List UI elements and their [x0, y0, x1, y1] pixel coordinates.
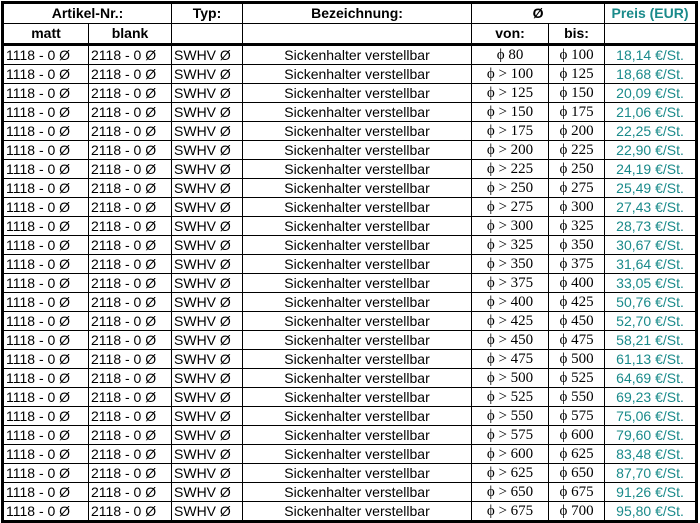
header-von: von: — [472, 24, 549, 45]
cell-bezeichnung: Sickenhalter verstellbar — [243, 388, 472, 407]
cell-matt: 1118 - 0 Ø — [3, 312, 89, 331]
cell-typ: SWHV Ø — [172, 217, 243, 236]
header-matt: matt — [3, 24, 89, 45]
cell-bezeichnung: Sickenhalter verstellbar — [243, 65, 472, 84]
cell-bezeichnung: Sickenhalter verstellbar — [243, 293, 472, 312]
cell-matt: 1118 - 0 Ø — [3, 445, 89, 464]
cell-preis: 50,76 €/St. — [605, 293, 697, 312]
cell-typ: SWHV Ø — [172, 426, 243, 445]
cell-bis: ϕ 325 — [549, 217, 605, 236]
cell-matt: 1118 - 0 Ø — [3, 331, 89, 350]
table-row — [3, 407, 697, 426]
cell-blank: 2118 - 0 Ø — [89, 65, 172, 84]
cell-blank: 2118 - 0 Ø — [89, 274, 172, 293]
cell-von: ϕ 80 — [472, 45, 549, 65]
cell-bezeichnung: Sickenhalter verstellbar — [243, 255, 472, 274]
cell-matt: 1118 - 0 Ø — [3, 388, 89, 407]
table-row — [3, 217, 697, 236]
table-row — [3, 388, 697, 407]
cell-preis: 31,64 €/St. — [605, 255, 697, 274]
header-typ: Typ: — [172, 3, 243, 24]
cell-typ: SWHV Ø — [172, 350, 243, 369]
table-row — [3, 312, 697, 331]
table-row — [3, 464, 697, 483]
cell-bis: ϕ 675 — [549, 483, 605, 502]
cell-matt: 1118 - 0 Ø — [3, 103, 89, 122]
cell-blank: 2118 - 0 Ø — [89, 179, 172, 198]
cell-preis: 75,06 €/St. — [605, 407, 697, 426]
cell-matt: 1118 - 0 Ø — [3, 122, 89, 141]
cell-bezeichnung: Sickenhalter verstellbar — [243, 122, 472, 141]
cell-von: ϕ > 325 — [472, 236, 549, 255]
cell-matt: 1118 - 0 Ø — [3, 483, 89, 502]
cell-preis: 69,23 €/St. — [605, 388, 697, 407]
table-row — [3, 293, 697, 312]
cell-matt: 1118 - 0 Ø — [3, 255, 89, 274]
cell-von: ϕ > 475 — [472, 350, 549, 369]
cell-bezeichnung: Sickenhalter verstellbar — [243, 217, 472, 236]
cell-bis: ϕ 125 — [549, 65, 605, 84]
cell-bezeichnung: Sickenhalter verstellbar — [243, 274, 472, 293]
cell-blank: 2118 - 0 Ø — [89, 407, 172, 426]
cell-matt: 1118 - 0 Ø — [3, 160, 89, 179]
cell-preis: 64,69 €/St. — [605, 369, 697, 388]
header-artikel: Artikel-Nr.: — [3, 3, 172, 24]
cell-preis: 22,25 €/St. — [605, 122, 697, 141]
cell-bezeichnung: Sickenhalter verstellbar — [243, 464, 472, 483]
cell-von: ϕ > 525 — [472, 388, 549, 407]
cell-von: ϕ > 125 — [472, 84, 549, 103]
cell-von: ϕ > 350 — [472, 255, 549, 274]
table-row — [3, 236, 697, 255]
cell-preis: 25,49 €/St. — [605, 179, 697, 198]
cell-matt: 1118 - 0 Ø — [3, 369, 89, 388]
cell-matt: 1118 - 0 Ø — [3, 293, 89, 312]
cell-bis: ϕ 275 — [549, 179, 605, 198]
table-row — [3, 160, 697, 179]
cell-preis: 18,68 €/St. — [605, 65, 697, 84]
cell-matt: 1118 - 0 Ø — [3, 407, 89, 426]
cell-preis: 91,26 €/St. — [605, 483, 697, 502]
table-row — [3, 331, 697, 350]
cell-von: ϕ > 300 — [472, 217, 549, 236]
cell-bis: ϕ 175 — [549, 103, 605, 122]
cell-preis: 20,09 €/St. — [605, 84, 697, 103]
cell-blank: 2118 - 0 Ø — [89, 198, 172, 217]
cell-von: ϕ > 175 — [472, 122, 549, 141]
cell-von: ϕ > 500 — [472, 369, 549, 388]
cell-preis: 52,70 €/St. — [605, 312, 697, 331]
cell-blank: 2118 - 0 Ø — [89, 388, 172, 407]
table-row — [3, 274, 697, 293]
cell-typ: SWHV Ø — [172, 45, 243, 65]
cell-matt: 1118 - 0 Ø — [3, 502, 89, 522]
table-row — [3, 255, 697, 274]
cell-typ: SWHV Ø — [172, 141, 243, 160]
cell-preis: 27,43 €/St. — [605, 198, 697, 217]
header-bezeichnung: Bezeichnung: — [243, 3, 472, 24]
table-row — [3, 350, 697, 369]
cell-bezeichnung: Sickenhalter verstellbar — [243, 407, 472, 426]
cell-blank: 2118 - 0 Ø — [89, 445, 172, 464]
cell-typ: SWHV Ø — [172, 312, 243, 331]
table-row — [3, 45, 697, 65]
cell-preis: 83,48 €/St. — [605, 445, 697, 464]
cell-bis: ϕ 600 — [549, 426, 605, 445]
cell-bezeichnung: Sickenhalter verstellbar — [243, 312, 472, 331]
cell-bezeichnung: Sickenhalter verstellbar — [243, 426, 472, 445]
cell-blank: 2118 - 0 Ø — [89, 236, 172, 255]
cell-von: ϕ > 275 — [472, 198, 549, 217]
cell-blank: 2118 - 0 Ø — [89, 141, 172, 160]
cell-bis: ϕ 500 — [549, 350, 605, 369]
cell-matt: 1118 - 0 Ø — [3, 464, 89, 483]
cell-bis: ϕ 700 — [549, 502, 605, 522]
table-row — [3, 179, 697, 198]
cell-typ: SWHV Ø — [172, 464, 243, 483]
cell-blank: 2118 - 0 Ø — [89, 350, 172, 369]
header-durchmesser: Ø — [472, 3, 605, 24]
cell-typ: SWHV Ø — [172, 331, 243, 350]
table-row — [3, 369, 697, 388]
cell-blank: 2118 - 0 Ø — [89, 312, 172, 331]
cell-von: ϕ > 150 — [472, 103, 549, 122]
cell-blank: 2118 - 0 Ø — [89, 217, 172, 236]
cell-blank: 2118 - 0 Ø — [89, 45, 172, 65]
cell-preis: 79,60 €/St. — [605, 426, 697, 445]
cell-von: ϕ > 100 — [472, 65, 549, 84]
cell-von: ϕ > 550 — [472, 407, 549, 426]
header-empty — [172, 24, 243, 45]
cell-bis: ϕ 150 — [549, 84, 605, 103]
cell-typ: SWHV Ø — [172, 483, 243, 502]
cell-von: ϕ > 400 — [472, 293, 549, 312]
cell-von: ϕ > 225 — [472, 160, 549, 179]
cell-bezeichnung: Sickenhalter verstellbar — [243, 45, 472, 65]
cell-matt: 1118 - 0 Ø — [3, 198, 89, 217]
cell-bezeichnung: Sickenhalter verstellbar — [243, 502, 472, 522]
cell-typ: SWHV Ø — [172, 179, 243, 198]
cell-typ: SWHV Ø — [172, 236, 243, 255]
cell-matt: 1118 - 0 Ø — [3, 141, 89, 160]
cell-von: ϕ > 625 — [472, 464, 549, 483]
cell-matt: 1118 - 0 Ø — [3, 426, 89, 445]
cell-typ: SWHV Ø — [172, 198, 243, 217]
header-bis: bis: — [549, 24, 605, 45]
cell-preis: 18,14 €/St. — [605, 45, 697, 65]
table-row — [3, 122, 697, 141]
cell-bis: ϕ 200 — [549, 122, 605, 141]
cell-preis: 58,21 €/St. — [605, 331, 697, 350]
cell-preis: 21,06 €/St. — [605, 103, 697, 122]
cell-von: ϕ > 425 — [472, 312, 549, 331]
table-row — [3, 426, 697, 445]
table-row — [3, 502, 697, 522]
cell-bis: ϕ 375 — [549, 255, 605, 274]
table-row — [3, 84, 697, 103]
header-preis: Preis (EUR) — [605, 3, 697, 24]
cell-matt: 1118 - 0 Ø — [3, 236, 89, 255]
cell-bezeichnung: Sickenhalter verstellbar — [243, 84, 472, 103]
cell-bis: ϕ 300 — [549, 198, 605, 217]
cell-typ: SWHV Ø — [172, 65, 243, 84]
cell-bezeichnung: Sickenhalter verstellbar — [243, 160, 472, 179]
cell-bezeichnung: Sickenhalter verstellbar — [243, 103, 472, 122]
cell-bezeichnung: Sickenhalter verstellbar — [243, 350, 472, 369]
table-row — [3, 445, 697, 464]
cell-bis: ϕ 450 — [549, 312, 605, 331]
cell-bis: ϕ 525 — [549, 369, 605, 388]
price-table — [1, 1, 698, 523]
cell-bis: ϕ 225 — [549, 141, 605, 160]
cell-von: ϕ > 650 — [472, 483, 549, 502]
cell-blank: 2118 - 0 Ø — [89, 369, 172, 388]
cell-bezeichnung: Sickenhalter verstellbar — [243, 179, 472, 198]
cell-matt: 1118 - 0 Ø — [3, 45, 89, 65]
cell-von: ϕ > 600 — [472, 445, 549, 464]
cell-bis: ϕ 350 — [549, 236, 605, 255]
cell-typ: SWHV Ø — [172, 369, 243, 388]
header-empty — [605, 24, 697, 45]
cell-blank: 2118 - 0 Ø — [89, 464, 172, 483]
cell-matt: 1118 - 0 Ø — [3, 179, 89, 198]
cell-von: ϕ > 675 — [472, 502, 549, 522]
cell-bezeichnung: Sickenhalter verstellbar — [243, 141, 472, 160]
cell-bis: ϕ 625 — [549, 445, 605, 464]
cell-matt: 1118 - 0 Ø — [3, 217, 89, 236]
cell-bis: ϕ 425 — [549, 293, 605, 312]
cell-bezeichnung: Sickenhalter verstellbar — [243, 369, 472, 388]
cell-bis: ϕ 475 — [549, 331, 605, 350]
cell-preis: 61,13 €/St. — [605, 350, 697, 369]
cell-typ: SWHV Ø — [172, 122, 243, 141]
cell-typ: SWHV Ø — [172, 388, 243, 407]
cell-preis: 33,05 €/St. — [605, 274, 697, 293]
cell-von: ϕ > 375 — [472, 274, 549, 293]
cell-blank: 2118 - 0 Ø — [89, 293, 172, 312]
cell-von: ϕ > 200 — [472, 141, 549, 160]
cell-blank: 2118 - 0 Ø — [89, 483, 172, 502]
cell-preis: 95,80 €/St. — [605, 502, 697, 522]
table-row — [3, 198, 697, 217]
header-empty — [243, 24, 472, 45]
cell-bezeichnung: Sickenhalter verstellbar — [243, 331, 472, 350]
cell-bis: ϕ 100 — [549, 45, 605, 65]
cell-blank: 2118 - 0 Ø — [89, 255, 172, 274]
cell-bezeichnung: Sickenhalter verstellbar — [243, 198, 472, 217]
table-row — [3, 65, 697, 84]
cell-typ: SWHV Ø — [172, 84, 243, 103]
cell-bis: ϕ 250 — [549, 160, 605, 179]
cell-blank: 2118 - 0 Ø — [89, 122, 172, 141]
cell-blank: 2118 - 0 Ø — [89, 502, 172, 522]
table-row — [3, 483, 697, 502]
cell-von: ϕ > 575 — [472, 426, 549, 445]
cell-typ: SWHV Ø — [172, 160, 243, 179]
cell-typ: SWHV Ø — [172, 407, 243, 426]
cell-preis: 22,90 €/St. — [605, 141, 697, 160]
cell-bis: ϕ 650 — [549, 464, 605, 483]
cell-bezeichnung: Sickenhalter verstellbar — [243, 483, 472, 502]
header-row-1 — [3, 3, 697, 24]
cell-blank: 2118 - 0 Ø — [89, 103, 172, 122]
header-row-2 — [3, 24, 697, 45]
cell-typ: SWHV Ø — [172, 103, 243, 122]
header-blank: blank — [89, 24, 172, 45]
cell-blank: 2118 - 0 Ø — [89, 84, 172, 103]
cell-typ: SWHV Ø — [172, 502, 243, 522]
cell-bis: ϕ 550 — [549, 388, 605, 407]
cell-typ: SWHV Ø — [172, 445, 243, 464]
cell-preis: 24,19 €/St. — [605, 160, 697, 179]
cell-bezeichnung: Sickenhalter verstellbar — [243, 236, 472, 255]
cell-matt: 1118 - 0 Ø — [3, 350, 89, 369]
cell-preis: 30,67 €/St. — [605, 236, 697, 255]
cell-bis: ϕ 575 — [549, 407, 605, 426]
cell-typ: SWHV Ø — [172, 255, 243, 274]
cell-blank: 2118 - 0 Ø — [89, 160, 172, 179]
cell-matt: 1118 - 0 Ø — [3, 65, 89, 84]
cell-von: ϕ > 450 — [472, 331, 549, 350]
table-row — [3, 141, 697, 160]
cell-blank: 2118 - 0 Ø — [89, 331, 172, 350]
cell-typ: SWHV Ø — [172, 293, 243, 312]
cell-matt: 1118 - 0 Ø — [3, 274, 89, 293]
cell-preis: 28,73 €/St. — [605, 217, 697, 236]
table-row — [3, 103, 697, 122]
cell-matt: 1118 - 0 Ø — [3, 84, 89, 103]
cell-bis: ϕ 400 — [549, 274, 605, 293]
cell-preis: 87,70 €/St. — [605, 464, 697, 483]
cell-bezeichnung: Sickenhalter verstellbar — [243, 445, 472, 464]
cell-von: ϕ > 250 — [472, 179, 549, 198]
cell-typ: SWHV Ø — [172, 274, 243, 293]
cell-blank: 2118 - 0 Ø — [89, 426, 172, 445]
